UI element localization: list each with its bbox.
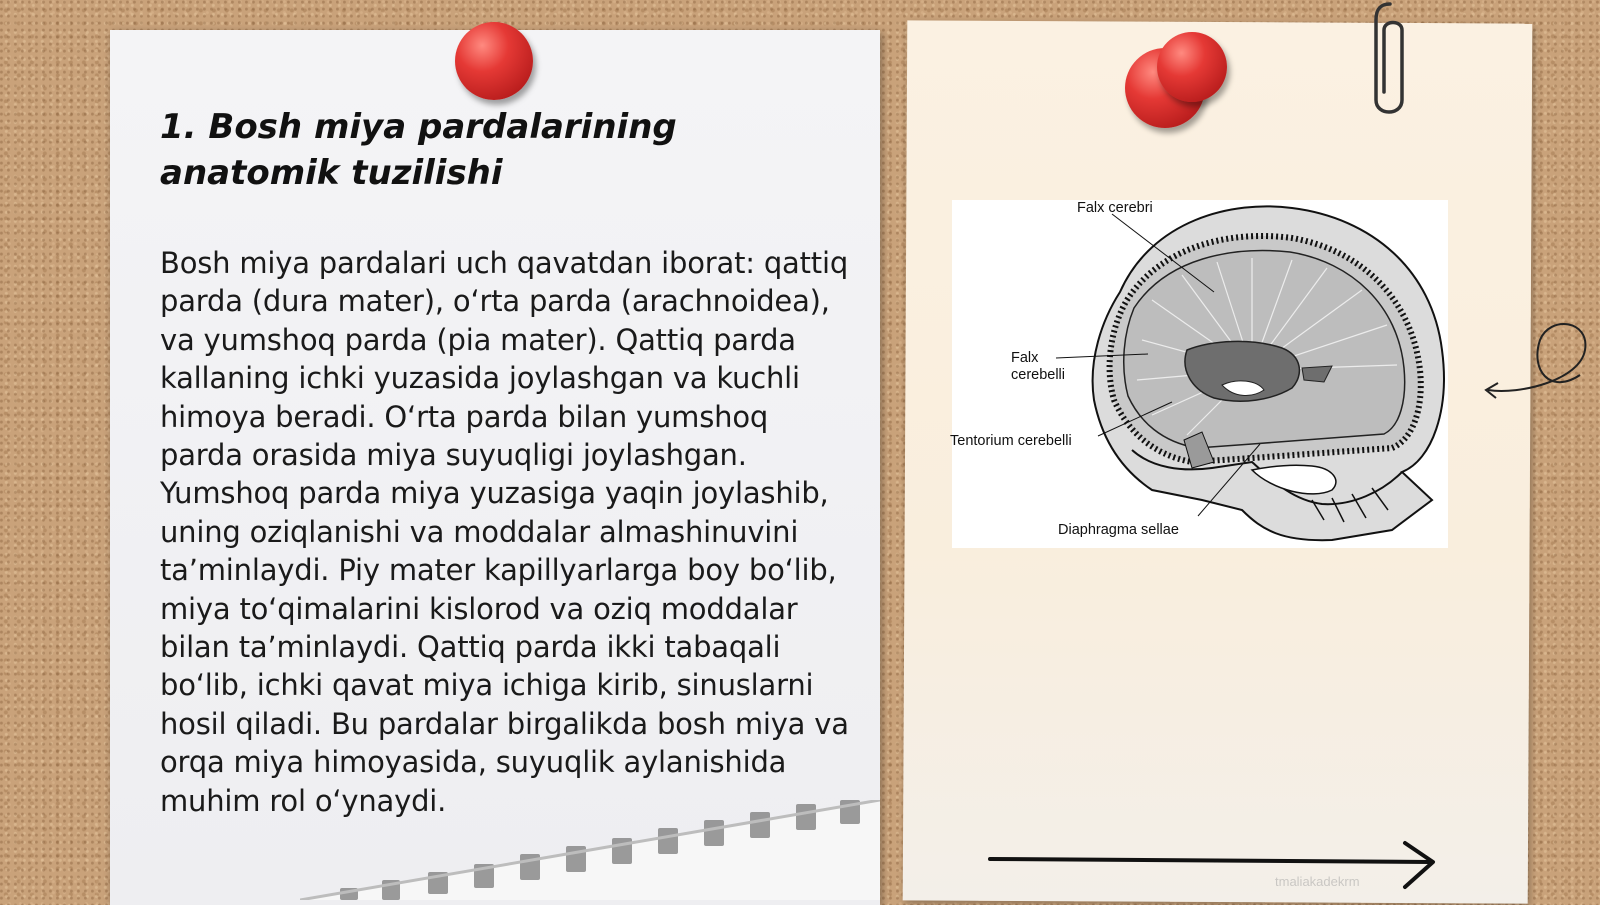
paperclip-icon xyxy=(1370,0,1410,130)
red-pushpin-icon xyxy=(455,22,533,100)
label-diaphragma-sellae: Diaphragma sellae xyxy=(1058,522,1179,538)
red-pushpin-icon xyxy=(1157,32,1227,102)
slide-title: 1. Bosh miya pardalarining anatomik tuzilishi xyxy=(160,107,677,193)
label-falx-cerebelli xyxy=(1011,350,1065,384)
brain-meninges-diagram xyxy=(952,200,1448,548)
next-arrow-icon[interactable] xyxy=(985,835,1445,895)
label-falx-cerebelli-line2: cerebelli xyxy=(1011,367,1065,383)
label-tentorium-cerebelli: Tentorium cerebelli xyxy=(950,433,1072,449)
torn-paper-edge xyxy=(300,800,880,900)
label-falx-cerebelli-line1: Falx xyxy=(1011,350,1039,366)
curly-arrow-doodle-icon xyxy=(1480,310,1600,405)
label-falx-cerebri: Falx cerebri xyxy=(1077,200,1153,216)
watermark-text: tmaliakadekrm xyxy=(1275,874,1360,889)
slide-body-text: Bosh miya pardalari uch qavatdan iborat: qattiq parda (dura mater), o‘rta parda (arachnoidea), va yumshoq parda (pia mater). Qattiq parda kallaning ichki yuzasida joylashgan va kuchli himoya beradi. O‘rta parda bilan yumshoq parda orasida miya suyuqligi joylashgan. Yumshoq parda miya yuzasiga yaqin joylashib, uning oziqlanishi va moddalar almashinuvini ta’minlaydi. Piy mater kapillyarlarga boy bo‘lib, miya to‘qimalarini kislorod va oziq moddalar bilan ta’minlaydi. Qattiq parda ikki tabaqali bo‘lib, ichki qavat miya ichiga kirib, sinuslarni hosil qiladi. Bu pardalar birgalikda bosh miya va orqa miya himoyasida, suyuqlik aylanishida muhim rol o‘ynaydi. xyxy=(160,246,849,818)
